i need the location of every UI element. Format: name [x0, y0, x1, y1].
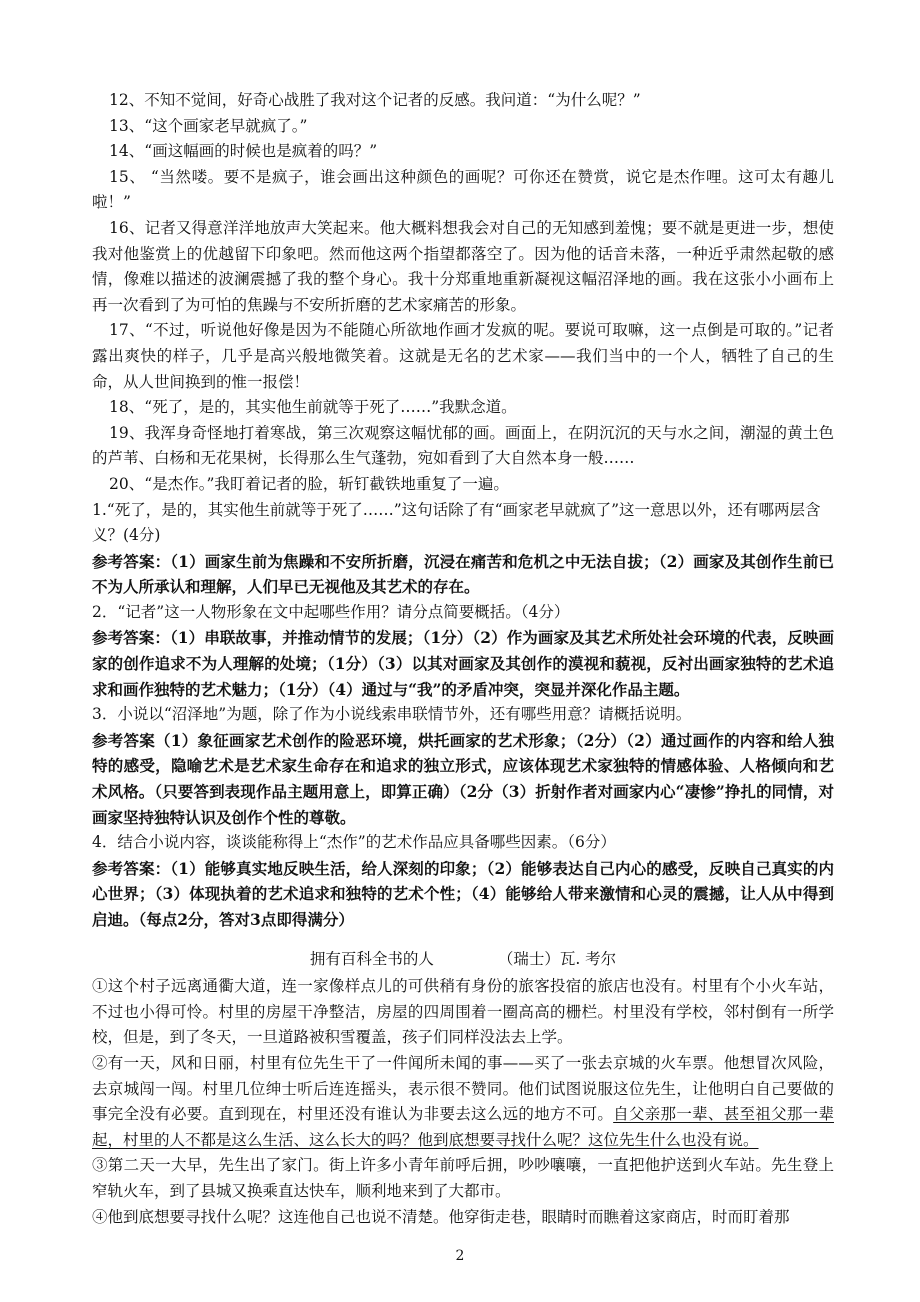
story-paragraph-15: 15、 “当然喽。要不是疯子，谁会画出这种颜色的画呢？可你还在赞赏，说它是杰作哩。这可太有趣儿啦！”: [92, 167, 834, 212]
story2-heading: [92, 947, 834, 973]
story-paragraph-17: 17、“不过，听说他好像是因为不能随心所欲地作画才发疯的呢。要说可取嘛，这一点倒是可取的。”记者露出爽快的样子，几乎是高兴般地微笑着。这就是无名的艺术家——我们当中的一个人，牺牲了自己的生命，从人世间换到的惟一报偿！: [92, 321, 834, 391]
question-1: 1.“死了，是的，其实他生前就等于死了……”这句话除了有“画家老早就疯了”这一意思以外，还有哪两层含义？(4分): [92, 500, 821, 545]
page-content: [92, 88, 834, 1230]
question-2: 2．“记者”这一人物形象在文中起哪些作用？请分点简要概括。（4分）: [92, 602, 570, 621]
story2-paragraph-3: ③第二天一大早，先生出了家门。街上许多小青年前呼后拥，吵吵嚷嚷，一直把他护送到火车站。先生登上窄轨火车，到了县城又换乘直达快车，顺利地来到了大都市。: [92, 1156, 834, 1200]
story2-paragraph-2-underlined: 自父亲那一辈、甚至祖父那一辈起，村里的人不都是这么生活、这么长大的吗？他到底想要寻找什么呢？这位先生什么也没有说。: [92, 1105, 834, 1149]
question-3: 3．小说以“沼泽地”为题，除了作为小说线索串联情节外，还有哪些用意？请概括说明。: [92, 705, 692, 724]
answer-1: 参考答案：（1）画家生前为焦躁和不安所折磨，沉浸在痛苦和危机之中无法自拔；（2）画家及其创作生前已不为人所承认和理解，人们早已无视他及其艺术的存在。: [92, 551, 834, 597]
story2-paragraph-2-text: ②有一天，风和日丽，村里有位先生干了一件闻所未闻的事——买了一张去京城的火车票。他想冒次风险，去京城闯一闯。村里几位绅士听后连连摇头，表示很不赞同。他们试图说服这位先生，让他明白自己要做的事完全没有必要。直到现在，村里还没有谁认为非要去这么远的地方不可。: [92, 1053, 834, 1124]
story2-title: 拥有百科全书的人: [309, 949, 434, 968]
answer-2: 参考答案：（1）串联故事，并推动情节的发展；（1分）（2）作为画家及其艺术所处社会环境的代表，反映画家的创作追求不为人理解的处境；（1分）（3）以其对画家及其创作的漠视和藐视，反衬出画家独特的艺术追求和画作独特的艺术魅力；（1分）（4）通过与“我”的矛盾冲突，突显并深化作品主题。: [92, 628, 834, 699]
story2-paragraph-1: ①这个村子远离通衢大道，连一家像样点儿的可供稍有身份的旅客投宿的旅店也没有。村里有个小火车站，不过也小得可怜。村里的房屋干净整洁，房屋的四周围着一圈高高的栅栏。村里没有学校，邻村倒有一所学校，但是，到了冬天，一旦道路被积雪覆盖，孩子们同样没法去上学。: [92, 977, 834, 1047]
story-paragraph-14: 14、“画这幅画的时候也是疯着的吗？”: [109, 142, 378, 161]
story-paragraph-20: 20、“是杰作。”我盯着记者的脸，斩钉截铁地重复了一遍。: [109, 474, 509, 493]
answer-4: 参考答案：（1）能够真实地反映生活，给人深刻的印象；（2）能够表达自己内心的感受，反映自己真实的内心世界；（3）体现执着的艺术追求和独特的艺术个性；（4）能够给人带来激情和心灵的震撼，让人从中得到启迪。（每点2分，答对3点即得满分）: [92, 858, 834, 929]
question-4: 4．结合小说内容，谈谈能称得上“杰作”的艺术作品应具备哪些因素。（6分）: [92, 833, 616, 852]
story2-paragraph-2: [92, 1051, 834, 1153]
story-paragraph-12: 12、不知不觉间，好奇心战胜了我对这个记者的反感。我问道：“为什么呢？”: [109, 91, 641, 109]
answer-3: 参考答案（1）象征画家艺术创作的险恶环境，烘托画家的艺术形象；（2分）（2）通过画作的内容和给人独特的感受，隐喻艺术是艺术家生命存在和追求的独立形式，应该体现艺术家独特的情感体验、人格倾向和艺术风格。（只要答到表现作品主题用意上，即算正确）（2分（3）折射作者对画家内心“凄惨”挣扎的同情，对画家坚持独特认识及创作个性的尊敬。: [92, 730, 834, 827]
story2-paragraph-4: ④他到底想要寻找什么呢？这连他自己也说不清楚。他穿街走巷，眼睛时而瞧着这家商店，时而盯着那: [92, 1207, 790, 1226]
page-number: 2: [455, 1248, 465, 1264]
story2-author: （瑞士）瓦. 考尔: [497, 949, 617, 968]
story-paragraph-13: 13、“这个画家老早就疯了。”: [109, 116, 308, 135]
story-paragraph-16: 16、记者又得意洋洋地放声大笑起来。他大概料想我会对自己的无知感到羞愧；要不就是更进一步，想使我对他鉴赏上的优越留下印象吧。然而他这两个指望都落空了。因为他的话音未落，一种近乎肃然起敬的感情，像难以描述的波澜震撼了我的整个身心。我十分郑重地重新凝视这幅沼泽地的画。我在这张小小画布上再一次看到了为可怕的焦躁与不安所折磨的艺术家痛苦的形象。: [92, 218, 834, 314]
story-paragraph-18: 18、“死了，是的，其实他生前就等于死了……”我默念道。: [109, 398, 517, 417]
story-paragraph-19: 19、我浑身奇怪地打着寒战，第三次观察这幅忧郁的画。画面上，在阴沉沉的天与水之间，潮湿的黄土色的芦苇、白杨和无花果树，长得那么生气蓬勃，宛如看到了大自然本身一般……: [92, 423, 834, 468]
